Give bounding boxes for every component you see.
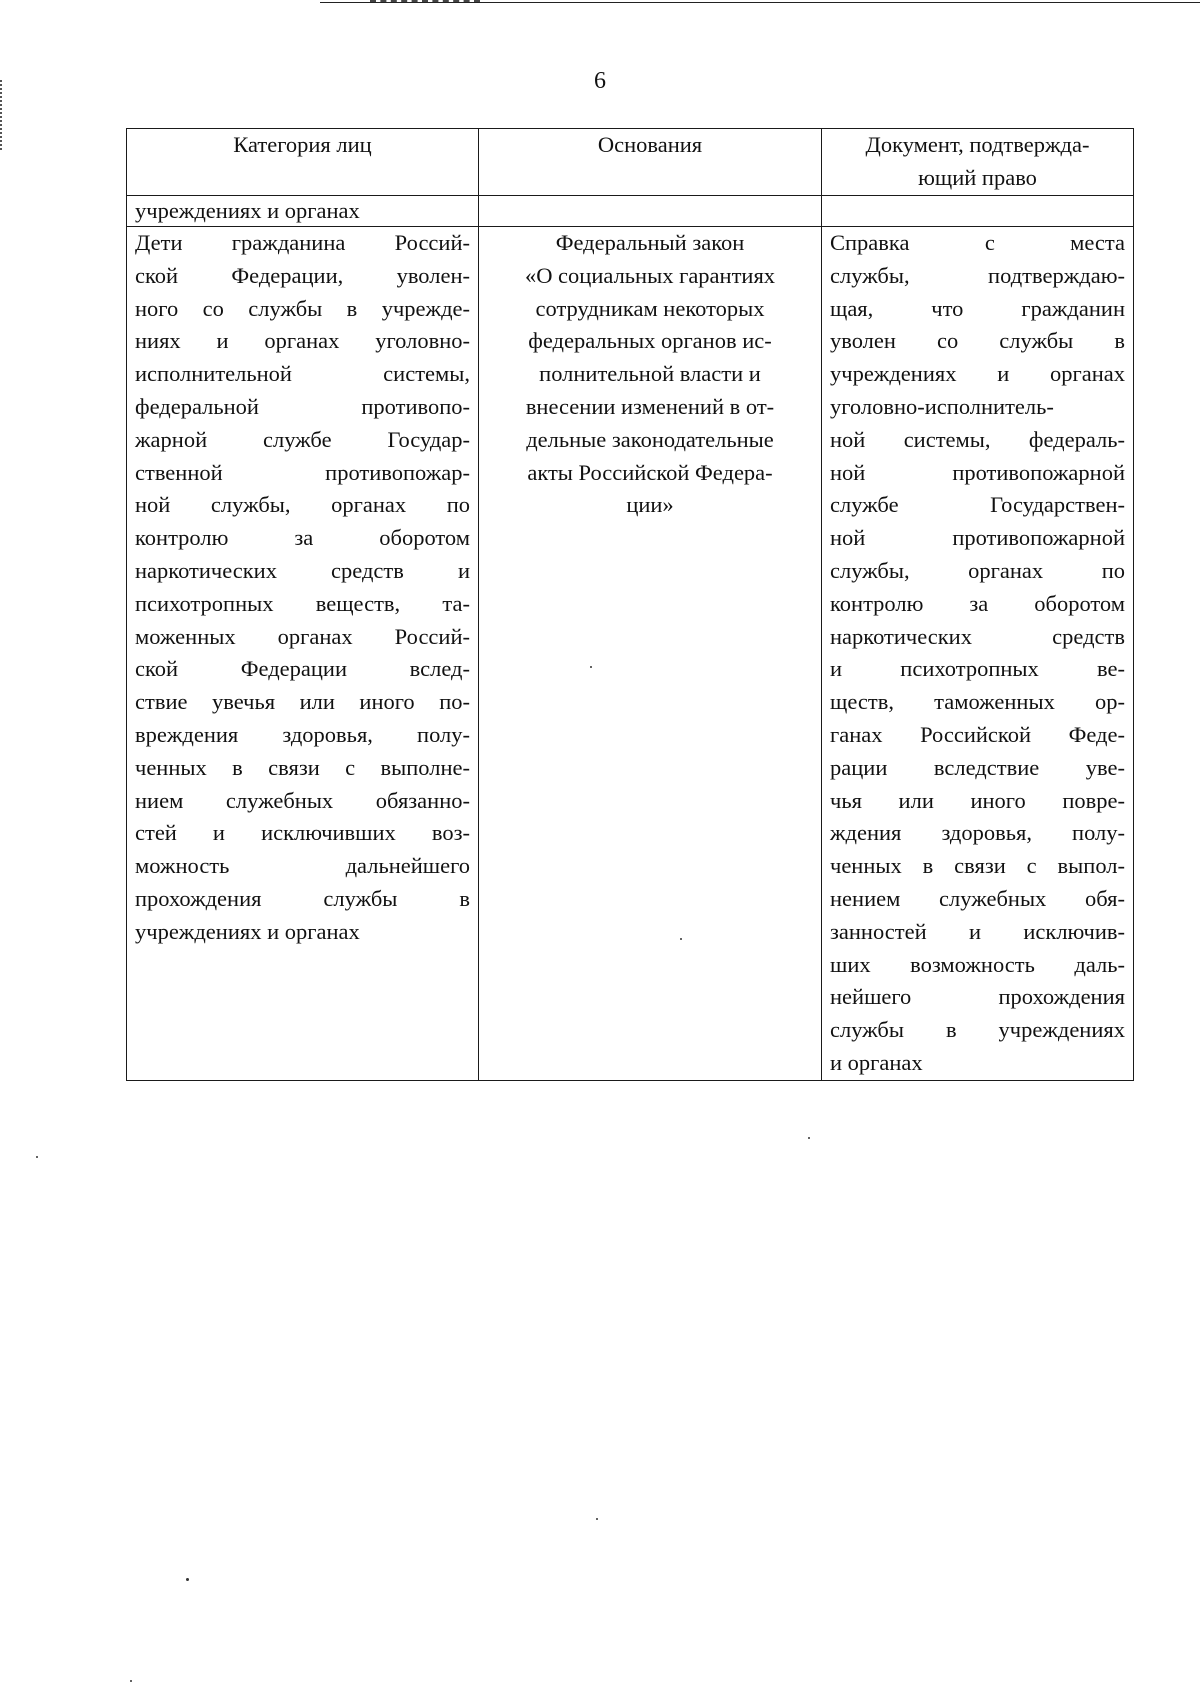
header-category: Категория лиц [127, 129, 479, 196]
cell-line: «О социальных гарантиях [524, 262, 776, 288]
cell-line: щая, что гражданин [830, 295, 1125, 321]
cell-line: учреждениях и органах [830, 361, 1125, 387]
cell-line: и психотропных ве- [830, 656, 1125, 682]
cell-line: исполнительной системы, [135, 361, 470, 387]
cell-line: можность дальнейшего [135, 853, 470, 879]
top-border-line [320, 2, 1200, 3]
header-basis: Основания [479, 129, 822, 196]
cell-line: ченных в связи с выполне- [135, 754, 470, 780]
cell-line: ждения здоровья, полу- [830, 820, 1125, 846]
cell-line: уголовно-исполнитель- [830, 393, 1054, 419]
cell-line: вреждения здоровья, полу- [135, 721, 470, 747]
header-document-line: Документ, подтвержда- [865, 132, 1090, 157]
cell-line: службы, органах по [830, 557, 1125, 583]
cell-line: ганах Российской Феде- [830, 721, 1125, 747]
cell-line: ших возможность даль- [830, 951, 1125, 977]
scan-speck [808, 1137, 810, 1139]
cell-line: ствие увечья или иного по- [135, 689, 470, 715]
cell-line: полнительной власти и [539, 361, 761, 387]
cell-line: наркотических средств и [135, 557, 470, 583]
cell-basis [479, 227, 822, 1081]
cell-line: Дети гражданина Россий- [135, 230, 470, 255]
cell-line: учреждениях и органах [135, 918, 360, 944]
cell-line: ществ, таможенных ор- [830, 689, 1125, 715]
cell-line: ской Федерации вслед- [135, 656, 470, 682]
cell-line: федеральной противопо- [135, 393, 470, 419]
cell-line: и органах [830, 1049, 923, 1075]
cell-line: прохождения службы в [135, 885, 470, 911]
cell-line: ной службы, органах по [135, 492, 470, 518]
cell-line: контролю за оборотом [135, 525, 470, 551]
cell-line: ниях и органах уголовно- [135, 328, 470, 354]
cell-line: уволен со службы в [830, 328, 1125, 354]
cell-line: службы в учреждениях [830, 1017, 1125, 1043]
page-number: 6 [594, 68, 606, 94]
cell-line: ной противопожарной [830, 525, 1125, 551]
cell-line: стей и исключивших воз- [135, 820, 470, 846]
scan-speck [596, 1518, 598, 1520]
scan-speck [36, 1156, 38, 1158]
cell-line: службе Государствен- [830, 492, 1125, 518]
cell-line: рации вследствие уве- [830, 754, 1125, 780]
cell-line: жарной службе Государ- [135, 426, 470, 452]
scan-speck [186, 1578, 189, 1581]
cell-line: занностей и исключив- [830, 918, 1125, 944]
header-document [822, 129, 1134, 196]
cell-line: ной противопожарной [830, 459, 1125, 485]
table-header-row [127, 129, 1134, 196]
cell-line: наркотических средств [830, 623, 1125, 649]
cell-line: ственной противопожар- [135, 459, 470, 485]
continuation-category: учреждениях и органах [127, 196, 479, 227]
continuation-basis [479, 196, 822, 227]
table-row [127, 227, 1134, 1081]
cell-line: моженных органах Россий- [135, 623, 470, 649]
cell-line: ской Федерации, уволен- [135, 262, 470, 288]
cell-category [127, 227, 479, 1081]
benefits-table [126, 128, 1134, 1081]
cell-line: нием служебных обязанно- [135, 787, 470, 813]
cell-line: ной системы, федераль- [830, 426, 1125, 452]
header-document-line: ющий право [918, 164, 1037, 190]
cell-line: ченных в связи с выпол- [830, 853, 1125, 879]
cell-line: Федеральный закон [555, 230, 745, 255]
cell-line: акты Российской Федера- [527, 459, 773, 485]
top-scan-artifact [370, 0, 480, 2]
cell-line: Справка с места [830, 230, 1125, 255]
continuation-row [127, 196, 1134, 227]
cell-document [822, 227, 1134, 1081]
cell-line: дельные законодательные [526, 426, 774, 452]
cell-line: нением служебных обя- [830, 885, 1125, 911]
cell-line: контролю за оборотом [830, 590, 1125, 616]
cell-line: внесении изменений в от- [525, 393, 775, 419]
scan-speck [680, 938, 682, 940]
cell-line: федеральных органов ис- [528, 328, 772, 354]
cell-line: ного со службы в учрежде- [135, 295, 470, 321]
cell-line: службы, подтверждаю- [830, 262, 1125, 288]
cell-line: психотропных веществ, та- [135, 590, 470, 616]
scan-speck [130, 1680, 132, 1682]
cell-line: нейшего прохождения [830, 984, 1125, 1010]
cell-line: чья или иного повре- [830, 787, 1125, 813]
scan-speck [590, 666, 592, 668]
cell-line: ции» [626, 492, 674, 518]
continuation-document [822, 196, 1134, 227]
cell-line: сотрудникам некоторых [535, 295, 765, 321]
